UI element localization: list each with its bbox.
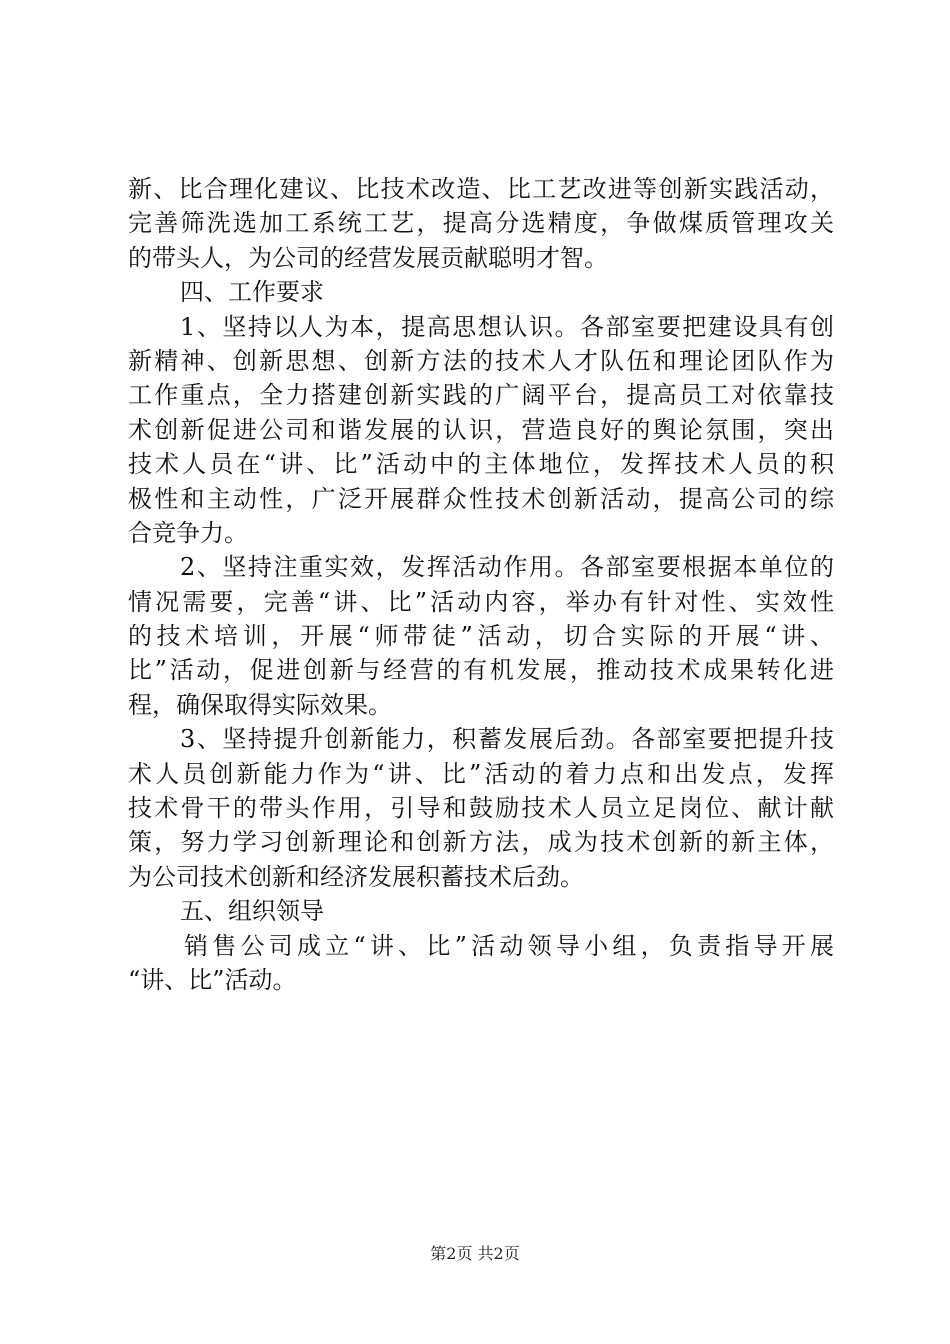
text-line: 程，确保取得实际效果。 — [128, 690, 392, 719]
text-line: “讲、比”活动。 — [128, 965, 297, 994]
text-line: 3、坚持提升创新能力，积蓄发展后劲。各部室要把提升技 — [180, 725, 834, 754]
text-line: 技术人员在“讲、比”活动中的主体地位，发挥技术人员的积 — [128, 450, 834, 479]
text-line: 极性和主动性，广泛开展群众性技术创新活动，提高公司的综 — [128, 484, 834, 513]
text-line: 2、坚持注重实效，发挥活动作用。各部室要根据本单位的 — [180, 553, 834, 582]
text-line: 的带头人，为公司的经营发展贡献聪明才智。 — [128, 243, 608, 272]
text-line: 术人员创新能力作为“讲、比”活动的着力点和出发点，发挥 — [128, 759, 834, 788]
text-line: 1、坚持以人为本，提高思想认识。各部室要把建设具有创 — [180, 312, 834, 341]
text-line: 的技术培训，开展“师带徒”活动，切合实际的开展“讲、 — [128, 622, 834, 651]
text-line: 销售公司成立“讲、比”活动领导小组，负责指导开展 — [184, 931, 834, 960]
text-line: 比”活动，促进创新与经营的有机发展，推动技术成果转化进 — [128, 656, 834, 685]
text-line: 情况需要，完善“讲、比”活动内容，举办有针对性、实效性 — [128, 587, 834, 616]
text-line: 合竞争力。 — [128, 518, 248, 547]
document-body — [128, 172, 834, 997]
paragraph-organization — [128, 929, 834, 998]
paragraph-requirement-2 — [128, 550, 834, 722]
section-heading-organization: 五、组织领导 — [180, 897, 324, 926]
page-number-footer: 第2页 共2页 — [430, 1244, 520, 1263]
text-line: 新、比合理化建议、比技术改造、比工艺改进等创新实践活动， — [128, 175, 834, 203]
text-line: 完善筛洗选加工系统工艺，提高分选精度，争做煤质管理攻关 — [128, 209, 834, 238]
paragraph-continuation — [128, 172, 834, 275]
paragraph-requirement-1 — [128, 310, 834, 551]
text-line: 为公司技术创新和经济发展积蓄技术后劲。 — [128, 862, 584, 891]
text-line: 技术骨干的带头作用，引导和鼓励技术人员立足岗位、献计献 — [128, 794, 834, 823]
text-line: 策，努力学习创新理论和创新方法，成为技术创新的新主体， — [128, 828, 834, 857]
text-line: 新精神、创新思想、创新方法的技术人才队伍和理论团队作为 — [128, 346, 834, 375]
section-heading-work-requirements: 四、工作要求 — [180, 278, 324, 307]
text-line: 术创新促进公司和谐发展的认识，营造良好的舆论氛围，突出 — [128, 415, 834, 444]
text-line: 工作重点，全力搭建创新实践的广阔平台，提高员工对依靠技 — [128, 381, 834, 410]
paragraph-requirement-3 — [128, 722, 834, 894]
